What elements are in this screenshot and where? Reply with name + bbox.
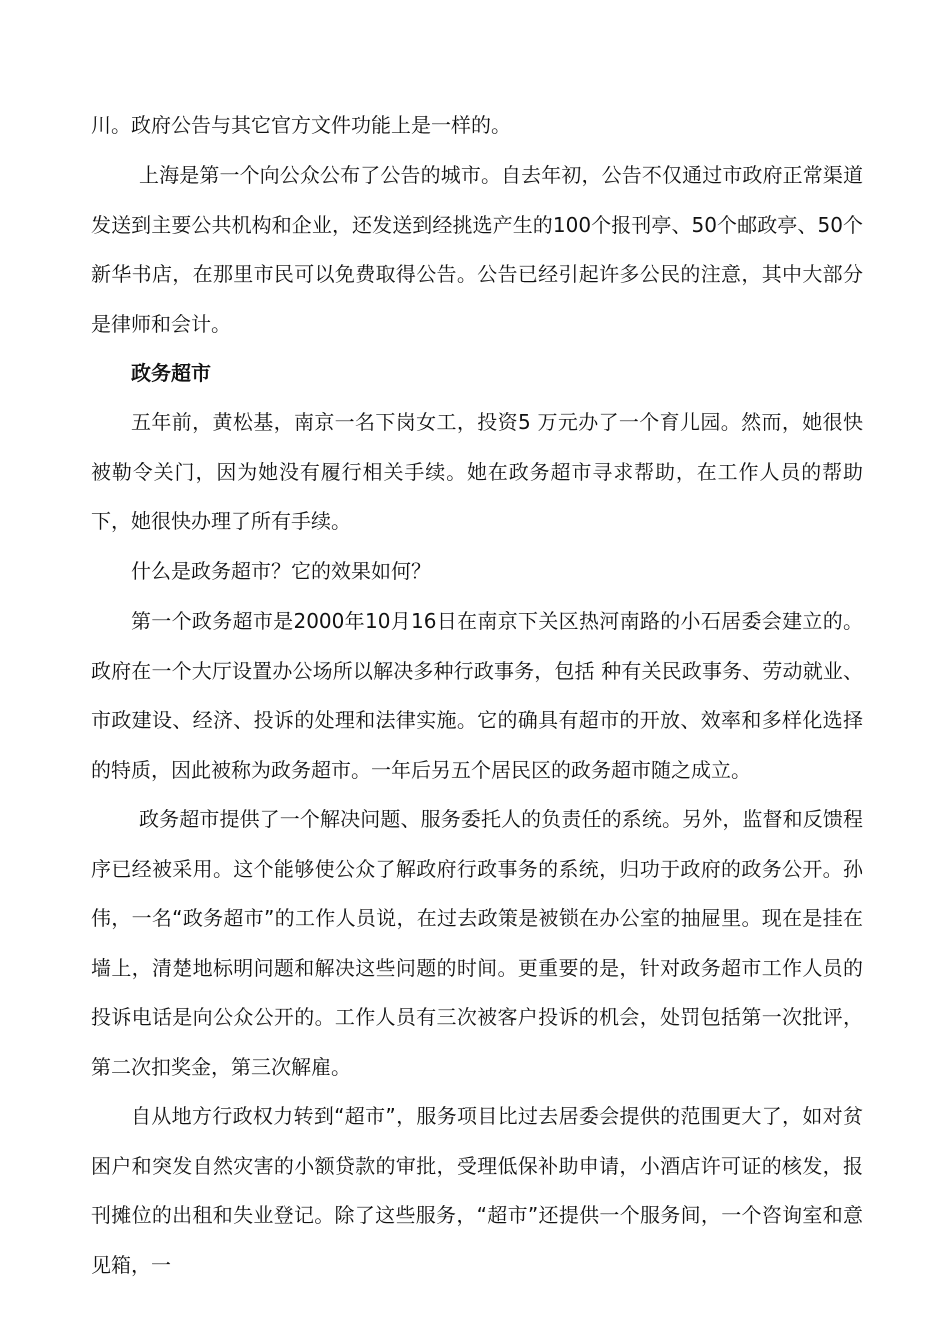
- paragraph-accountability-system: 政务超市提供了一个解决问题、服务委托人的负责任的系统。另外，监督和反馈程序已经被采用。这个能够使公众了解政府行政事务的系统，归功于政府的政务公开。孙伟，一名“政务超市”的工作人员说，在过去政策是被锁在办公室的抽屉里。现在是挂在墙上，清楚地标明问题和解决这些问题的时间。更重要的是，针对政务超市工作人员的投诉电话是向公众公开的。工作人员有三次被客户投诉的机会，处罚包括第一次批评，第二次扣奖金，第三次解雇。: [91, 807, 863, 1079]
- paragraph-first-supermarket: 第一个政务超市是2000年10月16日在南京下关区热河南路的小石居委会建立的。政府在一个大厅设置办公场所以解决多种行政事务，包括 种有关民政事务、劳动就业、市政建设、经济、投诉的处理和法律实施。它的确具有超市的开放、效率和多样化选择的特质，因此被称为政务超市。一年后另五个居民区的政务超市随之成立。: [91, 609, 863, 782]
- paragraph-shanghai-announcement: 上海是第一个向公众公布了公告的城市。自去年初，公告不仅通过市政府正常渠道发送到主要公共机构和企业，还发送到经挑选产生的100个报刊亭、50个邮政亭、50个新华书店，在那里市民可以免费取得公告。公告已经引起许多公民的注意，其中大部分是律师和会计。: [91, 163, 863, 336]
- paragraph-huang-songji: 五年前，黄松基，南京一名下岗女工，投资5 万元办了一个育儿园。然而，她很快被勒令关门，因为她没有履行相关手续。她在政务超市寻求帮助，在工作人员的帮助下，她很快办理了所有手续。: [91, 410, 863, 533]
- paragraph-services-expanded: 自从地方行政权力转到“超市”，服务项目比过去居委会提供的范围更大了，如对贫困户和突发自然灾害的小额贷款的审批，受理低保补助申请，小酒店许可证的核发，报刊摊位的出租和失业登记。除了这些服务，“超市”还提供一个服务间，一个咨询室和意见箱，一: [91, 1104, 863, 1277]
- paragraph-question: 什么是政务超市？它的效果如何？: [131, 559, 431, 583]
- section-heading: 政务超市: [131, 361, 211, 385]
- paragraph-continuation: 川。政府公告与其它官方文件功能上是一样的。: [91, 113, 511, 137]
